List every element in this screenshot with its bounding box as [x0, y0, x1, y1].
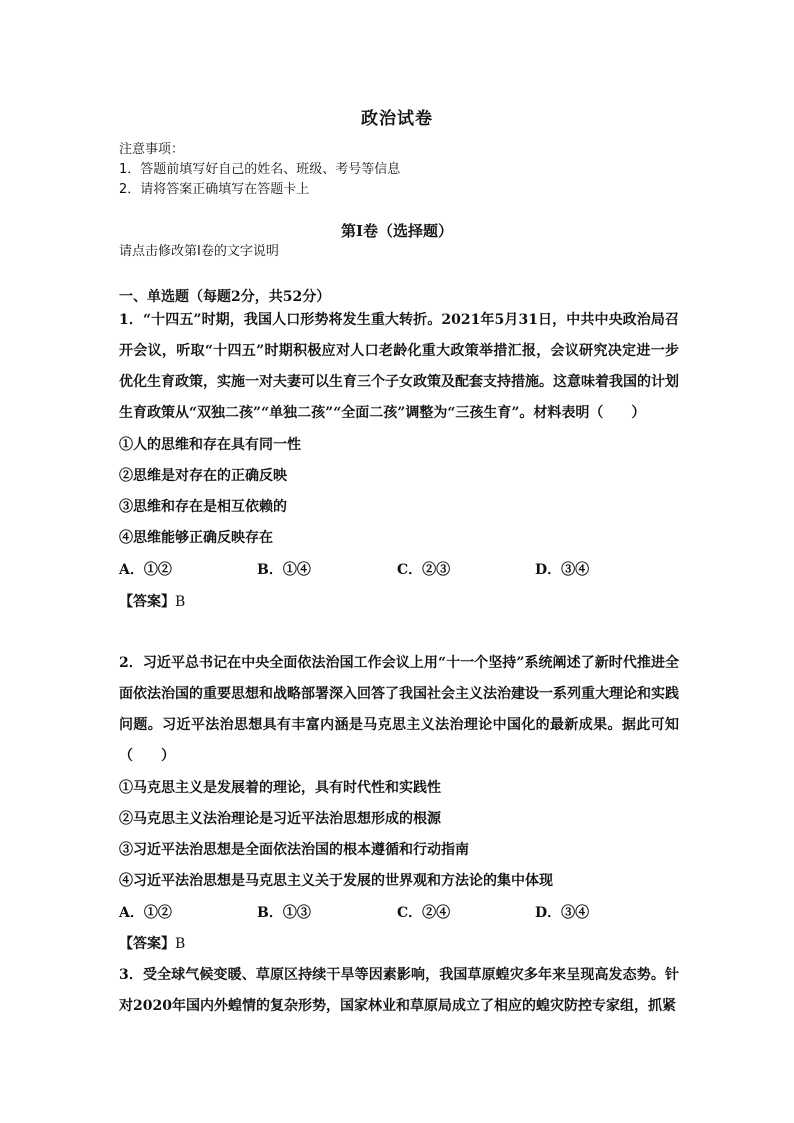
question-1-option-c: C．②③ — [397, 562, 451, 578]
question-1-item-1: ①人的思维和存在具有同一性 — [119, 437, 301, 453]
answer-value: B — [175, 594, 186, 610]
question-2-item-2: ②马克思主义法治理论是习近平法治思想形成的根源 — [119, 811, 441, 827]
answer-label: 【答案】 — [119, 594, 175, 610]
question-1-answer — [119, 592, 185, 612]
question-2-option-b: B．①③ — [257, 905, 311, 921]
question-2-item-4: ④习近平法治思想是马克思主义关于发展的世界观和方法论的集中体现 — [119, 873, 553, 889]
part-title: 第I卷（选择题） — [340, 222, 454, 240]
question-1-option-b: B．①④ — [257, 562, 311, 578]
section-heading: 一、单选题（每题2分，共52分） — [119, 289, 331, 305]
question-3-stem: 3．受全球气候变暖、草原区持续干旱等因素影响，我国草原蝗灾多年来呈现高发态势。针对2020年国内外蝗情的复杂形势，国家林业和草原局成立了相应的蝗灾防控专家组，抓紧 — [119, 967, 679, 1014]
question-2-option-d: D．③④ — [535, 905, 590, 921]
question-2-item-3: ③习近平法治思想是全面依法治国的根本遵循和行动指南 — [119, 842, 469, 858]
note-line-2: 2．请将答案正确填写在答题卡上 — [119, 182, 310, 197]
exam-title: 政治试卷 — [361, 109, 433, 129]
question-2-answer — [119, 934, 185, 954]
question-1-item-4: ④思维能够正确反映存在 — [119, 530, 273, 546]
question-2-option-c: C．②④ — [397, 905, 451, 921]
question-2-item-1: ①马克思主义是发展着的理论，具有时代性和实践性 — [119, 780, 441, 796]
answer-value: B — [175, 936, 186, 952]
question-1-option-a: A．①② — [119, 562, 172, 578]
question-2-option-a: A．①② — [119, 905, 172, 921]
question-1-option-d: D．③④ — [535, 562, 590, 578]
part-note: 请点击修改第I卷的文字说明 — [119, 244, 279, 259]
question-2-stem: 2．习近平总书记在中央全面依法治国工作会议上用“十一个坚持”系统阐述了新时代推进全面依法治国的重要思想和战略部署深入回答了我国社会主义法治建设一系列重大理论和实践问题。习近平法治思想具有丰富内涵是马克思主义法治理论中国化的最新成果。据此可知（ ） — [119, 655, 679, 764]
note-line-1: 1．答题前填写好自己的姓名、班级、考号等信息 — [119, 162, 401, 177]
question-1-item-3: ③思维和存在是相互依赖的 — [119, 499, 287, 515]
notes-heading: 注意事项： — [119, 142, 185, 157]
question-1-stem: 1．“十四五”时期，我国人口形势将发生重大转折。2021年5月31日，中共中央政治局召开会议，听取“十四五”时期积极应对人口老龄化重大政策举措汇报，会议研究决定进一步优化生育政策，实施一对夫妻可以生育三个子女政策及配套支持措施。这意味着我国的计划生育政策从“双独二孩”“单独二孩”“全面二孩”调整为“三孩生育”。材料表明（ ） — [119, 312, 679, 421]
question-1-item-2: ②思维是对存在的正确反映 — [119, 468, 287, 484]
answer-label: 【答案】 — [119, 936, 175, 952]
